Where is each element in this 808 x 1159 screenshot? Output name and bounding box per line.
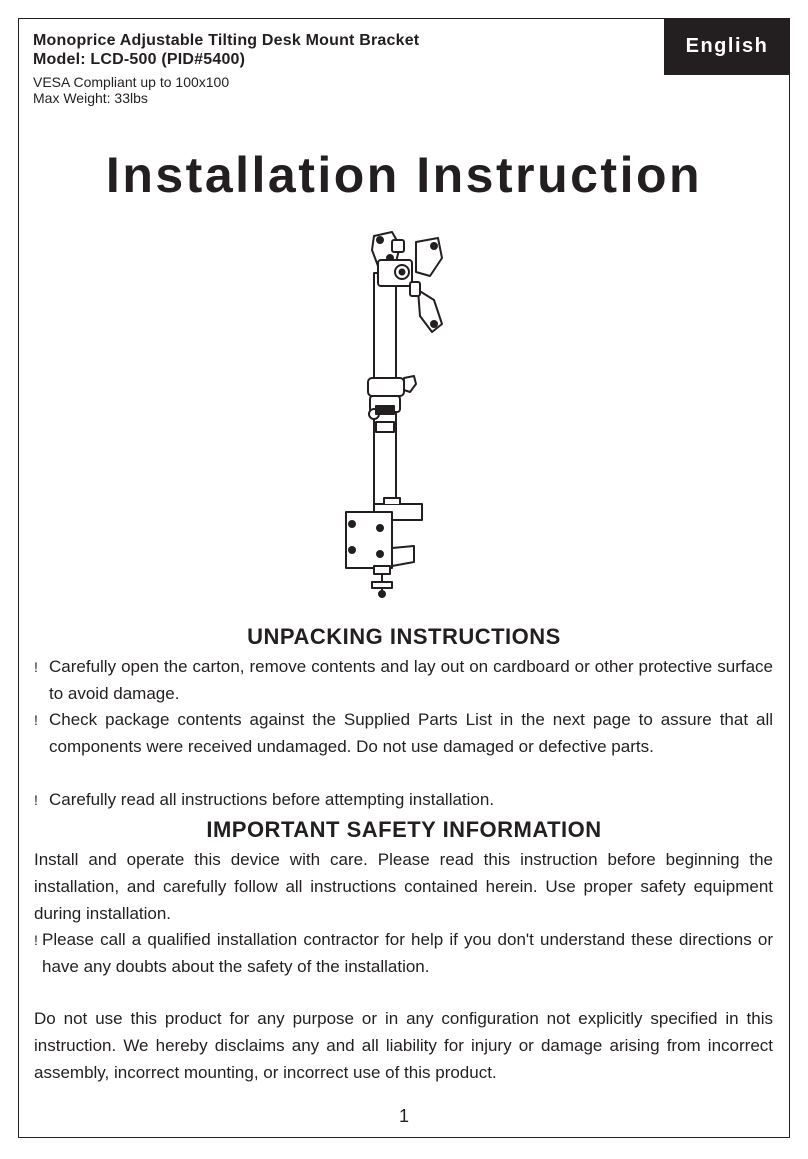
page-number: 1 (398, 1106, 409, 1126)
disclaimer: Do not use this product for any purpose or in any configuration not explicitly specified in this instruction. We hereby disclaims any and all liability for injury or damage arising from incorrect assembly, incorrect mounting, or incorrect use of this product. (34, 1009, 773, 1082)
unpacking-item (34, 654, 773, 708)
unpacking-item-text: Carefully open the carton, remove contents and lay out on cardboard or other protective surface to avoid damage. (49, 657, 773, 703)
language-badge: English (664, 18, 790, 75)
page-title: Installation Instruction (105, 147, 703, 203)
safety-intro: Install and operate this device with care. Please read this instruction before beginning the installation, and carefully follow all instructions contained herein. Use proper safety equipment during installation. (34, 850, 773, 923)
safety-warning-text: Please call a qualified installation contractor for help if you don't understand these directions or have any doubts about the safety of the installation. (42, 930, 773, 976)
exclamation-icon: ! (34, 932, 38, 948)
unpacking-item (34, 787, 773, 814)
safety-warning (34, 927, 773, 981)
model-number: Model: LCD-500 (PID#5400) (33, 51, 246, 68)
exclamation-icon: ! (34, 659, 38, 675)
exclamation-icon: ! (34, 792, 38, 808)
exclamation-icon: ! (34, 712, 38, 728)
unpacking-item-text: Carefully read all instructions before attempting installation. (49, 790, 495, 809)
product-name: Monoprice Adjustable Tilting Desk Mount Bracket (33, 32, 420, 49)
unpacking-item (34, 707, 773, 761)
vesa-spec: VESA Compliant up to 100x100 (33, 74, 230, 90)
safety-heading: IMPORTANT SAFETY INFORMATION (206, 817, 602, 842)
unpacking-item-text: Check package contents against the Supplied Parts List in the next page to assure that all components were received undamaged. Do not use damaged or defective parts. (49, 710, 773, 756)
desk-mount-bracket-illustration (330, 228, 470, 600)
max-weight-spec: Max Weight: 33lbs (33, 90, 148, 106)
unpacking-heading: UNPACKING INSTRUCTIONS (247, 624, 561, 649)
